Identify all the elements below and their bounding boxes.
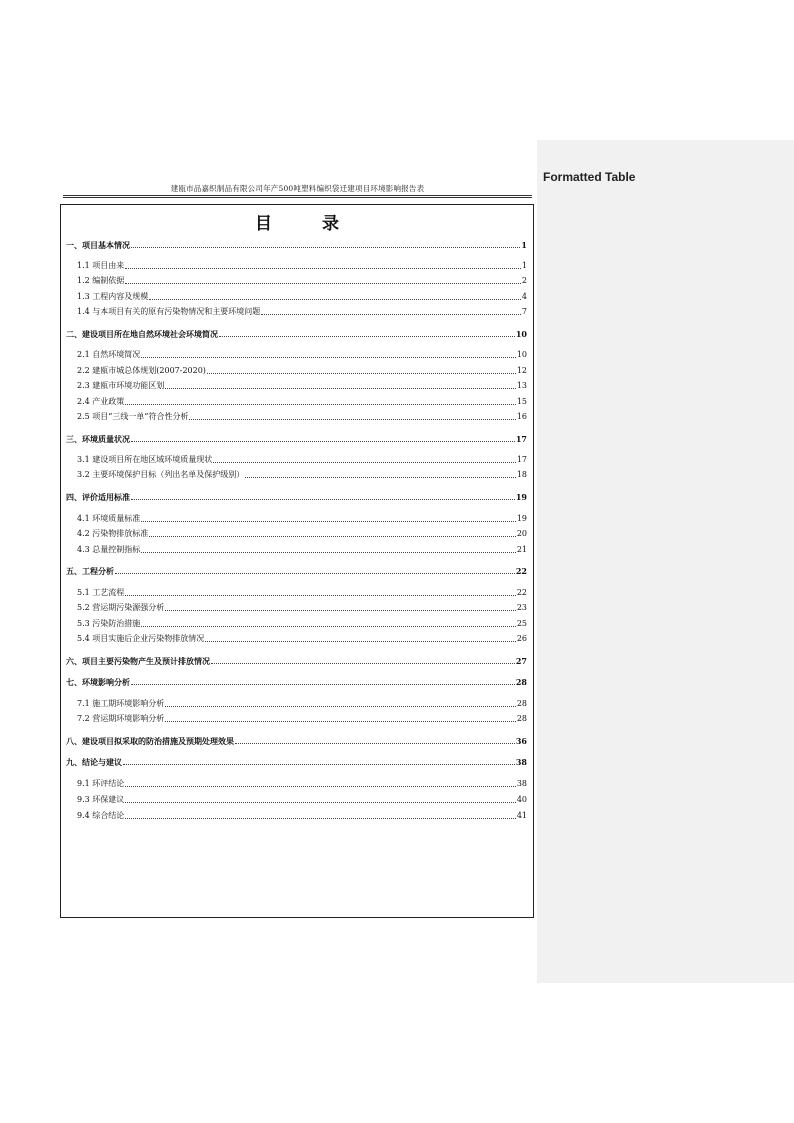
header-rule-double — [63, 197, 532, 198]
toc-chapter-entry[interactable] — [66, 492, 527, 502]
toc-entry-page: 26 — [516, 634, 527, 643]
toc-dot-leader — [131, 441, 515, 442]
toc-dot-leader — [131, 247, 520, 248]
toc-entry-page: 27 — [515, 656, 527, 666]
toc-dot-leader — [213, 462, 516, 463]
toc-section-entry[interactable] — [77, 455, 527, 465]
toc-dot-leader — [165, 706, 516, 707]
toc-dot-leader — [149, 299, 521, 300]
toc-entry-label: 1.3 工程内容及规模 — [77, 292, 149, 301]
toc-entry-page: 20 — [516, 529, 527, 538]
toc-section-entry[interactable] — [77, 350, 527, 360]
toc-chapter-entry[interactable] — [66, 757, 527, 767]
toc-entry-page: 13 — [516, 381, 527, 390]
toc-entry-page: 16 — [516, 412, 527, 421]
toc-dot-leader — [261, 314, 521, 315]
toc-dot-leader — [141, 626, 516, 627]
toc-entry-label: 9.1 环评结论 — [77, 779, 125, 788]
toc-dot-leader — [125, 268, 521, 269]
toc-dot-leader — [125, 818, 516, 819]
toc-entry-label: 1.1 项目由来 — [77, 261, 125, 270]
toc-section-entry[interactable] — [77, 514, 527, 524]
toc-entry-label: 3.2 主要环境保护目标（列出名单及保护级别） — [77, 470, 245, 479]
toc-entry-page: 28 — [516, 699, 527, 708]
toc-entry-label: 2.2 建瓯市城总体规划(2007-2020) — [77, 366, 206, 375]
toc-entry-page: 1 — [521, 261, 527, 270]
toc-dot-leader — [141, 521, 516, 522]
toc-entry-label: 六、项目主要污染物产生及预计排放情况 — [66, 656, 210, 666]
toc-dot-leader — [219, 336, 515, 337]
toc-entry-page: 19 — [515, 492, 527, 502]
toc-entry-page: 10 — [515, 329, 527, 339]
toc-entry-page: 28 — [515, 677, 527, 687]
toc-dot-leader — [165, 721, 516, 722]
toc-section-entry[interactable] — [77, 529, 527, 539]
toc-section-entry[interactable] — [77, 397, 527, 407]
toc-chapter-entry[interactable] — [66, 566, 527, 576]
toc-dot-leader — [165, 388, 516, 389]
toc-entry-page: 23 — [516, 603, 527, 612]
toc-entry-label: 9.3 环保建议 — [77, 795, 125, 804]
toc-section-entry[interactable] — [77, 779, 527, 789]
toc-entry-label: 五、工程分析 — [66, 566, 114, 576]
toc-entry-label: 4.2 污染物排放标准 — [77, 529, 149, 538]
toc-dot-leader — [123, 764, 515, 765]
toc-dot-leader — [189, 419, 515, 420]
toc-entry-label: 二、建设项目所在地自然环境社会环境简况 — [66, 329, 218, 339]
comment-pane — [537, 140, 794, 983]
toc-entry-label: 3.1 建设项目所在地区域环境质量现状 — [77, 455, 213, 464]
toc-section-entry[interactable] — [77, 381, 527, 391]
toc-dot-leader — [141, 357, 516, 358]
toc-dot-leader — [125, 404, 516, 405]
toc-entry-page: 1 — [521, 240, 527, 250]
toc-chapter-entry[interactable] — [66, 434, 527, 444]
toc-section-entry[interactable] — [77, 619, 527, 629]
toc-section-entry[interactable] — [77, 292, 527, 302]
toc-entry-label: 八、建设项目拟采取的防治措施及预期处理效果 — [66, 736, 234, 746]
page-header: 建瓯市品嘉织制品有限公司年产500吨塑料编织袋迁建项目环境影响报告表 — [170, 184, 425, 193]
toc-entry-page: 7 — [521, 307, 527, 316]
toc-chapter-entry[interactable] — [66, 329, 527, 339]
toc-section-entry[interactable] — [77, 366, 527, 376]
header-rule — [63, 195, 532, 196]
toc-section-entry[interactable] — [77, 714, 527, 724]
toc-section-entry[interactable] — [77, 545, 527, 555]
toc-entry-page: 12 — [516, 366, 527, 375]
toc-dot-leader — [205, 641, 516, 642]
toc-section-entry[interactable] — [77, 603, 527, 613]
toc-entry-page: 17 — [516, 455, 527, 464]
toc-chapter-entry[interactable] — [66, 736, 527, 746]
toc-entry-label: 三、环境质量状况 — [66, 434, 130, 444]
toc-section-entry[interactable] — [77, 261, 527, 271]
toc-entry-label: 2.5 项目“三线一单”符合性分析 — [77, 412, 189, 421]
toc-dot-leader — [141, 552, 516, 553]
toc-dot-leader — [165, 610, 516, 611]
toc-entry-page: 21 — [516, 545, 527, 554]
toc-section-entry[interactable] — [77, 634, 527, 644]
toc-entry-label: 7.2 营运期环境影响分析 — [77, 714, 165, 723]
toc-section-entry[interactable] — [77, 307, 527, 317]
toc-entry-page: 4 — [521, 292, 527, 301]
toc-dot-leader — [149, 536, 516, 537]
toc-section-entry[interactable] — [77, 412, 527, 422]
toc-entry-label: 9.4 综合结论 — [77, 811, 125, 820]
toc-dot-leader — [131, 499, 515, 500]
toc-section-entry[interactable] — [77, 699, 527, 709]
toc-chapter-entry[interactable] — [66, 677, 527, 687]
toc-entry-label: 2.1 自然环境简况 — [77, 350, 141, 359]
toc-dot-leader — [211, 663, 515, 664]
toc-entry-page: 22 — [516, 588, 527, 597]
toc-entry-label: 九、结论与建议 — [66, 757, 122, 767]
toc-chapter-entry[interactable] — [66, 240, 527, 250]
toc-entry-label: 7.1 施工期环境影响分析 — [77, 699, 165, 708]
toc-entry-page: 36 — [515, 736, 527, 746]
toc-entry-page: 25 — [516, 619, 527, 628]
toc-entry-label: 1.4 与本项目有关的原有污染物情况和主要环境问题 — [77, 307, 261, 316]
toc-entry-label: 5.2 营运期污染源强分析 — [77, 603, 165, 612]
toc-entry-page: 10 — [516, 350, 527, 359]
toc-title: 目 录 — [255, 214, 361, 234]
toc-dot-leader — [235, 743, 515, 744]
toc-dot-leader — [245, 477, 516, 478]
toc-section-entry[interactable] — [77, 795, 527, 805]
toc-dot-leader — [115, 573, 515, 574]
toc-entry-page: 18 — [516, 470, 527, 479]
toc-entry-label: 2.4 产业政策 — [77, 397, 125, 406]
toc-entry-page: 17 — [515, 434, 527, 444]
toc-entry-page: 38 — [516, 779, 527, 788]
toc-entry-page: 19 — [516, 514, 527, 523]
toc-chapter-entry[interactable] — [66, 656, 527, 666]
toc-section-entry[interactable] — [77, 588, 527, 598]
toc-entry-label: 4.3 总量控制指标 — [77, 545, 141, 554]
toc-section-entry[interactable] — [77, 276, 527, 286]
toc-entry-label: 5.3 污染防治措施 — [77, 619, 141, 628]
toc-entry-label: 1.2 编制依据 — [77, 276, 125, 285]
toc-entry-page: 15 — [516, 397, 527, 406]
toc-dot-leader — [125, 283, 521, 284]
toc-entry-page: 28 — [516, 714, 527, 723]
toc-entry-page: 2 — [521, 276, 527, 285]
toc-entry-label: 5.1 工艺流程 — [77, 588, 125, 597]
toc-entry-page: 22 — [515, 566, 527, 576]
toc-entry-page: 41 — [516, 811, 527, 820]
toc-dot-leader — [207, 373, 516, 374]
toc-entry-label: 5.4 项目实施后企业污染物排放情况 — [77, 634, 205, 643]
comment-pane-title: Formatted Table — [543, 170, 636, 184]
toc-entry-label: 七、环境影响分析 — [66, 677, 130, 687]
toc-entry-label: 2.3 建瓯市环境功能区划 — [77, 381, 165, 390]
toc-entry-label: 4.1 环境质量标准 — [77, 514, 141, 523]
toc-dot-leader — [125, 595, 516, 596]
toc-entry-label: 一、项目基本情况 — [66, 240, 130, 250]
toc-dot-leader — [125, 802, 516, 803]
toc-entry-page: 38 — [515, 757, 527, 767]
toc-entry-page: 40 — [516, 795, 527, 804]
toc-frame — [60, 204, 534, 918]
toc-section-entry[interactable] — [77, 811, 527, 821]
toc-section-entry[interactable] — [77, 470, 527, 480]
toc-dot-leader — [125, 786, 516, 787]
toc-dot-leader — [131, 684, 515, 685]
toc-entry-label: 四、评价适用标准 — [66, 492, 130, 502]
